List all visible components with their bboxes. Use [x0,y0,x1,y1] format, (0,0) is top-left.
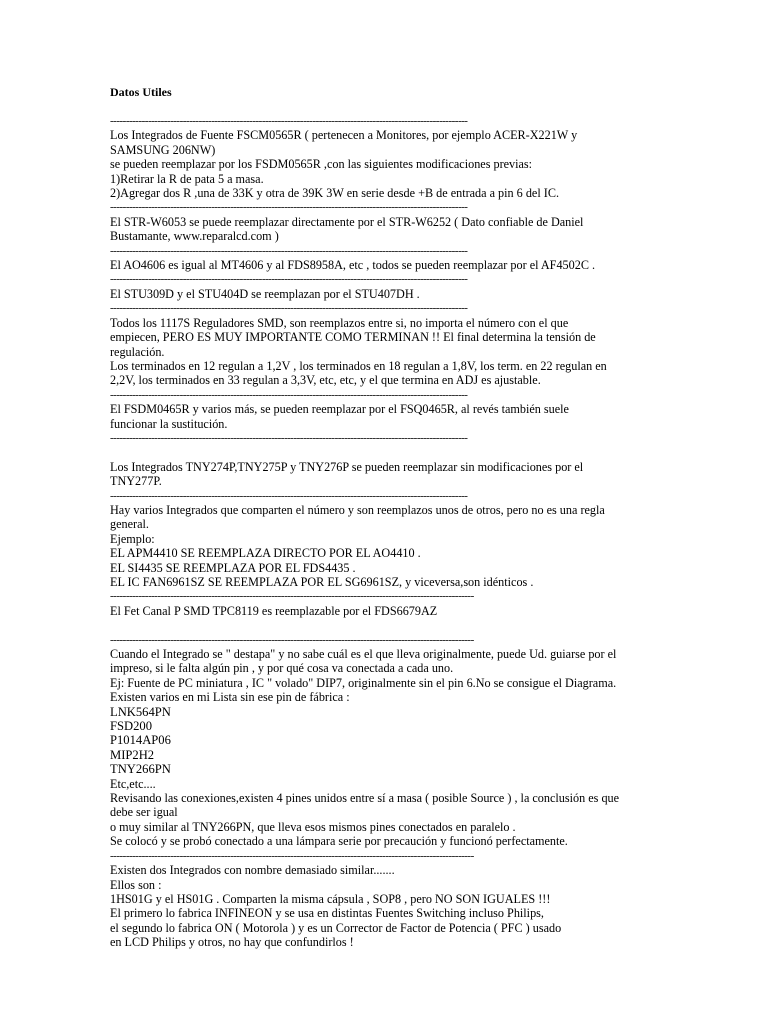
text-line: Revisando las conexiones,existen 4 pines unidos entre sí a masa ( posible Source ) , la conclusión es que [110,791,620,806]
text-line: Ej: Fuente de PC miniatura , IC " volado" DIP7, originalmente sin el pin 6.No se consigue el Diagrama. [110,675,617,690]
text-line: MIP2H2 [110,747,155,762]
text-line: impreso, si le falta algún pin , y por qué cosa va conectada a cada uno. [110,661,454,676]
text-line: El primero lo fabrica INFINEON y se usa en distintas Fuentes Switching incluso Philips, [110,906,544,921]
text-line: Existen dos Integrados con nombre demasiado similar....... [110,863,395,878]
document-page [110,84,670,950]
text-line: TNY277P. [110,474,162,489]
text-line: Bustamante, www.reparalcd.com ) [110,229,279,244]
text-line: Todos los 1117S Reguladores SMD, son reemplazos entre si, no importa el número con el que [110,315,569,330]
separator-line: ------------------------------------------------------------------------------------------------------------------- [110,849,474,862]
document-body [110,114,670,950]
text-line: El STU309D y el STU404D se reemplazan por el STU407DH . [110,286,420,301]
text-line: El AO4606 es igual al MT4606 y al FDS8958A, etc , todos se pueden reemplazar por el AF4502C . [110,258,596,273]
text-line: 1HS01G y el HS01G . Comparten la misma cápsula , SOP8 , pero NO SON IGUALES !!! [110,891,551,906]
text-line: 2,2V, los terminados en 33 regulan a 3,3V, etc, etc, y el que termina en ADJ es ajustable. [110,373,541,388]
text-line: Ellos son : [110,877,162,892]
text-line: empiecen, PERO ES MUY IMPORTANTE COMO TERMINAN !! El final determina la tensión de [110,330,596,345]
document-title: Datos Utiles [110,85,172,99]
text-line: EL SI4435 SE REEMPLAZA POR EL FDS4435 . [110,560,356,575]
separator-line: ----------------------------------------------------------------------------------------------------------------- [110,388,468,401]
text-line: Cuando el Integrado se " destapa" y no sabe cuál es el que lleva originalmente, puede Ud. guiarse por el [110,647,617,661]
text-line: 1)Retirar la R de pata 5 a masa. [110,171,264,186]
blank-line [110,618,670,632]
text-line: Los Integrados TNY274P,TNY275P y TNY276P se pueden reemplazar sin modificaciones por el [110,459,584,474]
text-line: regulación. [110,344,165,359]
text-line: TNY266PN [110,762,171,777]
text-line: LNK564PN [110,704,171,719]
text-line: EL APM4410 SE REEMPLAZA DIRECTO POR EL AO4410 . [110,546,421,561]
text-line: o muy similar al TNY266PN, que lleva esos mismos pines conectados en paralelo . [110,819,516,834]
separator-line: ------------------------------------------------------------------------------------------------------------------- [110,633,474,646]
text-line: EL IC FAN6961SZ SE REEMPLAZA POR EL SG6961SZ, y viceversa,son idénticos . [110,574,534,589]
text-line: FSD200 [110,719,152,734]
separator-line: ----------------------------------------------------------------------------------------------------------------- [110,115,468,127]
text-line: El Fet Canal P SMD TPC8119 es reemplazable por el FDS6679AZ [110,603,438,618]
blank-line [110,445,670,459]
separator-line: ------------------------------------------------------------------------------------------------------------------- [110,590,474,603]
text-line: Etc,etc.... [110,776,156,791]
text-line: general. [110,517,149,532]
text-line: El STR-W6053 se puede reemplazar directamente por el STR-W6252 ( Dato confiable de Daniel [110,214,584,229]
separator-line: ----------------------------------------------------------------------------------------------------------------- [110,244,468,257]
separator-line: ----------------------------------------------------------------------------------------------------------------- [110,273,468,286]
text-line: El FSDM0465R y varios más, se pueden reemplazar por el FSQ0465R, al revés también suele [110,402,569,417]
text-line: funcionar la sustitución. [110,416,228,431]
text-line: debe ser igual [110,805,178,820]
text-line: se pueden reemplazar por los FSDM0565R ,con las siguientes modificaciones previas: [110,157,533,172]
separator-line: ----------------------------------------------------------------------------------------------------------------- [110,302,468,315]
text-line: Los terminados en 12 regulan a 1,2V , los terminados en 18 regulan a 1,8V, los term. en 22 regulan en [110,358,607,373]
text-line: P1014AP06 [110,733,171,748]
separator-line: ----------------------------------------------------------------------------------------------------------------- [110,489,468,502]
text-line: en LCD Philips y otros, no hay que confundirlos ! [110,935,354,950]
text-line: Ejemplo: [110,531,155,546]
text-line: Los Integrados de Fuente FSCM0565R ( pertenecen a Monitores, por ejemplo ACER-X221W y [110,128,578,143]
text-line: el segundo lo fabrica ON ( Motorola ) y es un Corrector de Factor de Potencia ( PFC ) usado [110,920,562,935]
separator-line: ----------------------------------------------------------------------------------------------------------------- [110,431,468,444]
text-line: Existen varios en mi Lista sin ese pin de fábrica : [110,690,350,705]
text-line: Se colocó y se probó conectado a una lámpara serie por precaución y funcionó perfectamente. [110,834,568,849]
separator-line: ----------------------------------------------------------------------------------------------------------------- [110,201,468,214]
text-line: Hay varios Integrados que comparten el número y son reemplazos unos de otros, pero no es una regla [110,502,605,517]
text-line: SAMSUNG 206NW) [110,142,216,157]
text-line: 2)Agregar dos R ,una de 33K y otra de 39K 3W en serie desde +B de entrada a pin 6 del IC. [110,186,559,201]
